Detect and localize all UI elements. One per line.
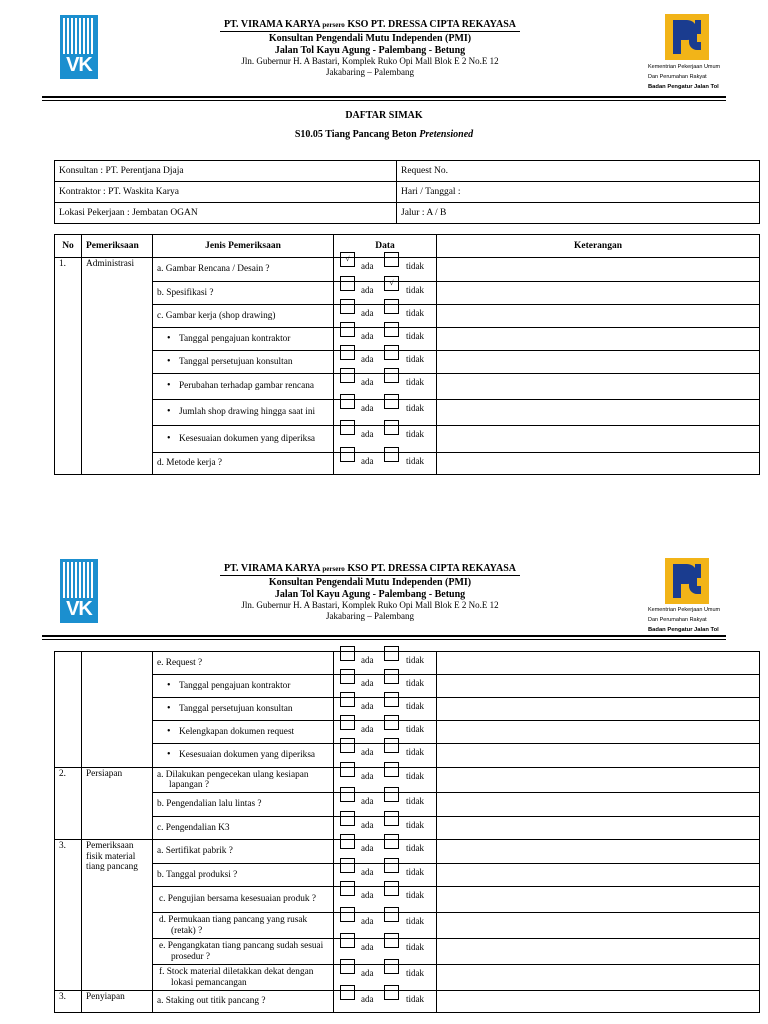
jenis-cell bbox=[153, 939, 334, 965]
tidak-label: tidak bbox=[406, 377, 424, 387]
jenis-cell bbox=[153, 282, 334, 305]
ada-label: ada bbox=[361, 867, 374, 877]
tidak-checkbox[interactable] bbox=[384, 299, 399, 314]
tidak-label: tidak bbox=[406, 843, 424, 853]
jenis-cell bbox=[153, 991, 334, 1013]
tidak-label: tidak bbox=[406, 456, 424, 466]
tidak-label: tidak bbox=[406, 968, 424, 978]
tidak-label: tidak bbox=[406, 331, 424, 341]
pu-logo bbox=[665, 558, 709, 604]
letterhead-text bbox=[200, 14, 540, 78]
keterangan-cell[interactable] bbox=[437, 328, 760, 351]
ada-checkbox[interactable] bbox=[340, 646, 355, 661]
checklist-table bbox=[54, 234, 760, 475]
jenis-text: b. Tanggal produksi ? bbox=[157, 869, 238, 880]
jenis-cell bbox=[153, 453, 334, 475]
keterangan-cell[interactable] bbox=[437, 698, 760, 721]
ada-checkbox[interactable] bbox=[340, 299, 355, 314]
consultant-line: Konsultan Pengendali Mutu Independen (PMI) bbox=[268, 576, 472, 588]
ada-label: ada bbox=[361, 890, 374, 900]
table-row bbox=[55, 453, 760, 475]
ada-checkbox[interactable] bbox=[340, 420, 355, 435]
request-no-field[interactable]: Request No. bbox=[397, 161, 760, 182]
jenis-cell bbox=[153, 744, 334, 768]
tidak-label: tidak bbox=[406, 890, 424, 900]
keterangan-cell[interactable] bbox=[437, 939, 760, 965]
jenis-text: b. Pengendalian lalu lintas ? bbox=[157, 799, 262, 810]
tidak-label: tidak bbox=[406, 916, 424, 926]
tidak-checkbox[interactable] bbox=[384, 368, 399, 383]
jenis-cell bbox=[153, 258, 334, 282]
ada-label: ada bbox=[361, 701, 374, 711]
keterangan-cell[interactable] bbox=[437, 840, 760, 864]
ada-label: ada bbox=[361, 968, 374, 978]
table-row bbox=[55, 721, 760, 744]
table-row bbox=[55, 258, 760, 282]
tidak-label: tidak bbox=[406, 261, 424, 271]
jenis-text: • Perubahan terhadap gambar rencana bbox=[157, 381, 329, 392]
table-row bbox=[55, 991, 760, 1013]
jenis-cell bbox=[153, 675, 334, 698]
tidak-checkbox[interactable] bbox=[384, 692, 399, 707]
jenis-text: • Kesesuaian dokumen yang diperiksa bbox=[157, 434, 329, 445]
ada-checkbox[interactable] bbox=[340, 811, 355, 826]
keterangan-cell[interactable] bbox=[437, 351, 760, 374]
keterangan-cell[interactable] bbox=[437, 864, 760, 887]
jenis-cell bbox=[153, 328, 334, 351]
check-mark-icon: √ bbox=[389, 279, 394, 287]
ada-checkbox[interactable] bbox=[340, 345, 355, 360]
table-row bbox=[55, 675, 760, 698]
jenis-cell bbox=[153, 913, 334, 939]
table-row bbox=[55, 305, 760, 328]
tidak-checkbox[interactable] bbox=[384, 762, 399, 777]
tidak-label: tidak bbox=[406, 701, 424, 711]
tidak-checkbox[interactable] bbox=[384, 276, 399, 291]
jenis-cell bbox=[153, 840, 334, 864]
data-cell bbox=[334, 453, 437, 475]
keterangan-cell[interactable] bbox=[437, 282, 760, 305]
tidak-label: tidak bbox=[406, 724, 424, 734]
letterhead-text bbox=[200, 558, 540, 622]
pu-logo bbox=[665, 14, 709, 60]
tidak-checkbox[interactable] bbox=[384, 985, 399, 1000]
ada-checkbox[interactable] bbox=[340, 834, 355, 849]
jenis-text: c. Pengujian bersama kesesuaian produk ? bbox=[159, 894, 316, 905]
jenis-text: c. Pengendalian K3 bbox=[157, 822, 230, 833]
jenis-cell bbox=[153, 400, 334, 426]
ada-label: ada bbox=[361, 655, 374, 665]
kontraktor-field[interactable]: Kontraktor : PT. Waskita Karya bbox=[55, 182, 397, 203]
ada-checkbox[interactable] bbox=[340, 447, 355, 462]
tidak-checkbox[interactable] bbox=[384, 252, 399, 267]
tidak-label: tidak bbox=[406, 354, 424, 364]
tidak-label: tidak bbox=[406, 403, 424, 413]
keterangan-cell[interactable] bbox=[437, 768, 760, 793]
table-row bbox=[55, 351, 760, 374]
ada-checkbox[interactable] bbox=[340, 858, 355, 873]
ada-checkbox[interactable] bbox=[340, 881, 355, 896]
page-2 bbox=[0, 545, 768, 1024]
ada-checkbox[interactable] bbox=[340, 322, 355, 337]
table-row bbox=[55, 793, 760, 817]
ada-label: ada bbox=[361, 285, 374, 295]
tidak-label: tidak bbox=[406, 285, 424, 295]
address-line-1: Jln. Gubernur H. A Bastari, Komplek Ruko Opi Mall Blok E 2 No.E 12 bbox=[241, 56, 499, 67]
vk-logo-text: VK bbox=[66, 54, 92, 76]
keterangan-cell[interactable] bbox=[437, 400, 760, 426]
jenis-cell bbox=[153, 652, 334, 675]
tidak-checkbox[interactable] bbox=[384, 345, 399, 360]
jenis-text: c. Gambar kerja (shop drawing) bbox=[157, 310, 276, 321]
ada-checkbox[interactable] bbox=[340, 933, 355, 948]
tidak-checkbox[interactable] bbox=[384, 646, 399, 661]
ada-label: ada bbox=[361, 354, 374, 364]
location-field[interactable]: Lokasi Pekerjaan : Jembatan OGAN bbox=[55, 203, 397, 224]
tidak-checkbox[interactable] bbox=[384, 787, 399, 802]
keterangan-cell[interactable] bbox=[437, 426, 760, 453]
ada-label: ada bbox=[361, 377, 374, 387]
pu-caption: Kementrian Pekerjaan Umum Dan Perumahan Rakyat Badan Pengatur Jalan Tol bbox=[648, 64, 721, 90]
jenis-text: • Tanggal persetujuan konsultan bbox=[157, 357, 329, 368]
ada-label: ada bbox=[361, 796, 374, 806]
keterangan-cell[interactable] bbox=[437, 817, 760, 840]
ada-label: ada bbox=[361, 771, 374, 781]
table-row bbox=[55, 840, 760, 864]
jenis-text: • Kelengkapan dokumen request bbox=[157, 727, 329, 738]
address-line-2: Jakabaring – Palembang bbox=[326, 67, 414, 78]
keterangan-cell[interactable] bbox=[437, 258, 760, 282]
tidak-label: tidak bbox=[406, 867, 424, 877]
ada-label: ada bbox=[361, 456, 374, 466]
ada-label: ada bbox=[361, 429, 374, 439]
row-pemeriksaan bbox=[82, 652, 153, 768]
ada-label: ada bbox=[361, 820, 374, 830]
jenis-text: • Tanggal pengajuan kontraktor bbox=[157, 681, 329, 692]
address-line-1: Jln. Gubernur H. A Bastari, Komplek Ruko Opi Mall Blok E 2 No.E 12 bbox=[241, 600, 499, 611]
col-header-jenis: Jenis Pemeriksaan bbox=[153, 235, 334, 258]
jenis-text: f. Stock material diletakkan dekat dengan lokasi pemancangan bbox=[159, 967, 314, 988]
tidak-checkbox[interactable] bbox=[384, 738, 399, 753]
jenis-text: a. Gambar Rencana / Desain ? bbox=[157, 264, 270, 275]
row-pemeriksaan: Penyiapan bbox=[82, 991, 153, 1013]
tidak-checkbox[interactable] bbox=[384, 811, 399, 826]
tidak-checkbox[interactable] bbox=[384, 715, 399, 730]
tidak-checkbox[interactable] bbox=[384, 322, 399, 337]
vk-logo bbox=[60, 559, 98, 623]
keterangan-cell[interactable] bbox=[437, 887, 760, 913]
keterangan-cell[interactable] bbox=[437, 453, 760, 475]
jenis-text: • Tanggal pengajuan kontraktor bbox=[157, 334, 329, 345]
ada-checkbox[interactable] bbox=[340, 985, 355, 1000]
tidak-checkbox[interactable] bbox=[384, 933, 399, 948]
jenis-cell bbox=[153, 817, 334, 840]
jenis-cell bbox=[153, 426, 334, 453]
row-pemeriksaan: Administrasi bbox=[82, 258, 153, 475]
jenis-text: • Tanggal persetujuan konsultan bbox=[157, 704, 329, 715]
tidak-checkbox[interactable] bbox=[384, 858, 399, 873]
jenis-cell bbox=[153, 351, 334, 374]
table-row bbox=[55, 282, 760, 305]
keterangan-cell[interactable] bbox=[437, 991, 760, 1013]
jenis-text: a. Staking out titik pancang ? bbox=[157, 996, 266, 1007]
document-title: DAFTAR SIMAK bbox=[345, 110, 423, 121]
letterhead bbox=[0, 545, 768, 637]
jenis-text: e. Request ? bbox=[157, 657, 203, 668]
ada-checkbox[interactable] bbox=[340, 276, 355, 291]
tidak-checkbox[interactable] bbox=[384, 447, 399, 462]
ada-label: ada bbox=[361, 678, 374, 688]
checklist-table-continued bbox=[54, 651, 760, 1013]
keterangan-cell[interactable] bbox=[437, 721, 760, 744]
ada-checkbox[interactable] bbox=[340, 394, 355, 409]
ada-checkbox[interactable] bbox=[340, 762, 355, 777]
jenis-cell bbox=[153, 768, 334, 793]
table-row bbox=[55, 939, 760, 965]
jenis-text: d. Metode kerja ? bbox=[157, 458, 223, 469]
keterangan-cell[interactable] bbox=[437, 374, 760, 400]
jenis-cell bbox=[153, 721, 334, 744]
col-header-no: No bbox=[55, 235, 82, 258]
keterangan-cell[interactable] bbox=[437, 965, 760, 991]
jenis-text: • Kesesuaian dokumen yang diperiksa bbox=[157, 750, 329, 761]
tidak-checkbox[interactable] bbox=[384, 394, 399, 409]
jenis-text: b. Spesifikasi ? bbox=[157, 287, 214, 298]
tidak-label: tidak bbox=[406, 994, 424, 1004]
table-row bbox=[55, 744, 760, 768]
jenis-cell bbox=[153, 965, 334, 991]
ada-checkbox[interactable] bbox=[340, 715, 355, 730]
table-row bbox=[55, 817, 760, 840]
row-pemeriksaan: Pemeriksaan fisik material tiang pancang bbox=[82, 840, 153, 991]
consultant-line: Konsultan Pengendali Mutu Independen (PMI) bbox=[268, 32, 472, 44]
document-title-block bbox=[0, 110, 768, 140]
vk-logo bbox=[60, 15, 98, 79]
date-field[interactable]: Hari / Tanggal : bbox=[397, 182, 760, 203]
table-row bbox=[55, 400, 760, 426]
tidak-label: tidak bbox=[406, 747, 424, 757]
konsultan-field[interactable]: Konsultan : PT. Perentjana Djaja bbox=[55, 161, 397, 182]
table-row bbox=[55, 426, 760, 453]
company-name: PT. VIRAMA KARYA persero KSO PT. DRESSA CIPTA REKAYASA bbox=[220, 563, 520, 576]
keterangan-cell[interactable] bbox=[437, 793, 760, 817]
pu-caption: Kementrian Pekerjaan Umum Dan Perumahan Rakyat Badan Pengatur Jalan Tol bbox=[648, 607, 721, 633]
data-cell bbox=[334, 991, 437, 1013]
tidak-checkbox[interactable] bbox=[384, 959, 399, 974]
row-no: 1. bbox=[55, 258, 82, 475]
col-header-pemeriksaan: Pemeriksaan bbox=[82, 235, 153, 258]
letterhead bbox=[0, 0, 768, 92]
row-no: 3. bbox=[55, 840, 82, 991]
ada-label: ada bbox=[361, 724, 374, 734]
project-line: Jalan Tol Kayu Agung - Palembang - Betung bbox=[274, 44, 466, 56]
ada-checkbox[interactable] bbox=[340, 787, 355, 802]
ada-label: ada bbox=[361, 308, 374, 318]
jenis-text: e. Pengangkatan tiang pancang sudah sesuai prosedur ? bbox=[159, 941, 324, 962]
row-no bbox=[55, 652, 82, 768]
project-info-table bbox=[54, 160, 760, 224]
jenis-text: • Jumlah shop drawing hingga saat ini bbox=[157, 407, 329, 418]
jenis-cell bbox=[153, 374, 334, 400]
ada-label: ada bbox=[361, 916, 374, 926]
tidak-label: tidak bbox=[406, 678, 424, 688]
ada-checkbox[interactable] bbox=[340, 959, 355, 974]
table-row bbox=[55, 698, 760, 721]
header-divider bbox=[42, 635, 726, 640]
table-row bbox=[55, 374, 760, 400]
ada-checkbox[interactable] bbox=[340, 738, 355, 753]
jenis-cell bbox=[153, 864, 334, 887]
col-header-data: Data bbox=[334, 235, 437, 258]
document-subtitle: S10.05 Tiang Pancang Beton Pretensioned bbox=[294, 129, 474, 140]
tidak-label: tidak bbox=[406, 942, 424, 952]
tidak-label: tidak bbox=[406, 429, 424, 439]
tidak-checkbox[interactable] bbox=[384, 669, 399, 684]
jenis-cell bbox=[153, 698, 334, 721]
row-no: 3. bbox=[55, 991, 82, 1013]
ada-label: ada bbox=[361, 403, 374, 413]
tidak-checkbox[interactable] bbox=[384, 834, 399, 849]
keterangan-cell[interactable] bbox=[437, 305, 760, 328]
check-mark-icon: √ bbox=[345, 255, 350, 263]
header-divider bbox=[42, 96, 726, 101]
ada-checkbox[interactable] bbox=[340, 252, 355, 267]
ada-label: ada bbox=[361, 747, 374, 757]
jenis-cell bbox=[153, 305, 334, 328]
keterangan-cell[interactable] bbox=[437, 652, 760, 675]
ada-checkbox[interactable] bbox=[340, 907, 355, 922]
table-row bbox=[55, 652, 760, 675]
vk-logo-text: VK bbox=[66, 598, 92, 620]
project-line: Jalan Tol Kayu Agung - Palembang - Betung bbox=[274, 588, 466, 600]
company-name: PT. VIRAMA KARYA persero KSO PT. DRESSA CIPTA REKAYASA bbox=[220, 19, 520, 32]
table-row bbox=[55, 913, 760, 939]
ada-label: ada bbox=[361, 942, 374, 952]
address-line-2: Jakabaring – Palembang bbox=[326, 611, 414, 622]
jenis-text: a. Dilakukan pengecekan ulang kesiapan lapangan ? bbox=[157, 769, 309, 790]
tidak-checkbox[interactable] bbox=[384, 420, 399, 435]
table-row bbox=[55, 768, 760, 793]
row-pemeriksaan: Persiapan bbox=[82, 768, 153, 840]
jenis-cell bbox=[153, 793, 334, 817]
col-header-keterangan: Keterangan bbox=[437, 235, 760, 258]
keterangan-cell[interactable] bbox=[437, 744, 760, 768]
table-row bbox=[55, 887, 760, 913]
tidak-label: tidak bbox=[406, 655, 424, 665]
tidak-checkbox[interactable] bbox=[384, 907, 399, 922]
keterangan-cell[interactable] bbox=[437, 913, 760, 939]
ada-label: ada bbox=[361, 843, 374, 853]
table-row bbox=[55, 965, 760, 991]
tidak-label: tidak bbox=[406, 820, 424, 830]
tidak-checkbox[interactable] bbox=[384, 881, 399, 896]
ada-checkbox[interactable] bbox=[340, 368, 355, 383]
ada-label: ada bbox=[361, 331, 374, 341]
jenis-cell bbox=[153, 887, 334, 913]
tidak-label: tidak bbox=[406, 771, 424, 781]
ada-label: ada bbox=[361, 994, 374, 1004]
table-row bbox=[55, 328, 760, 351]
jenis-text: a. Sertifikat pabrik ? bbox=[157, 846, 233, 857]
ada-checkbox[interactable] bbox=[340, 692, 355, 707]
keterangan-cell[interactable] bbox=[437, 675, 760, 698]
ada-label: ada bbox=[361, 261, 374, 271]
tidak-label: tidak bbox=[406, 796, 424, 806]
ada-checkbox[interactable] bbox=[340, 669, 355, 684]
tidak-label: tidak bbox=[406, 308, 424, 318]
table-row bbox=[55, 864, 760, 887]
jalur-field[interactable]: Jalur : A / B bbox=[397, 203, 760, 224]
jenis-text: d. Permukaan tiang pancang yang rusak (retak) ? bbox=[159, 915, 308, 936]
row-no: 2. bbox=[55, 768, 82, 840]
